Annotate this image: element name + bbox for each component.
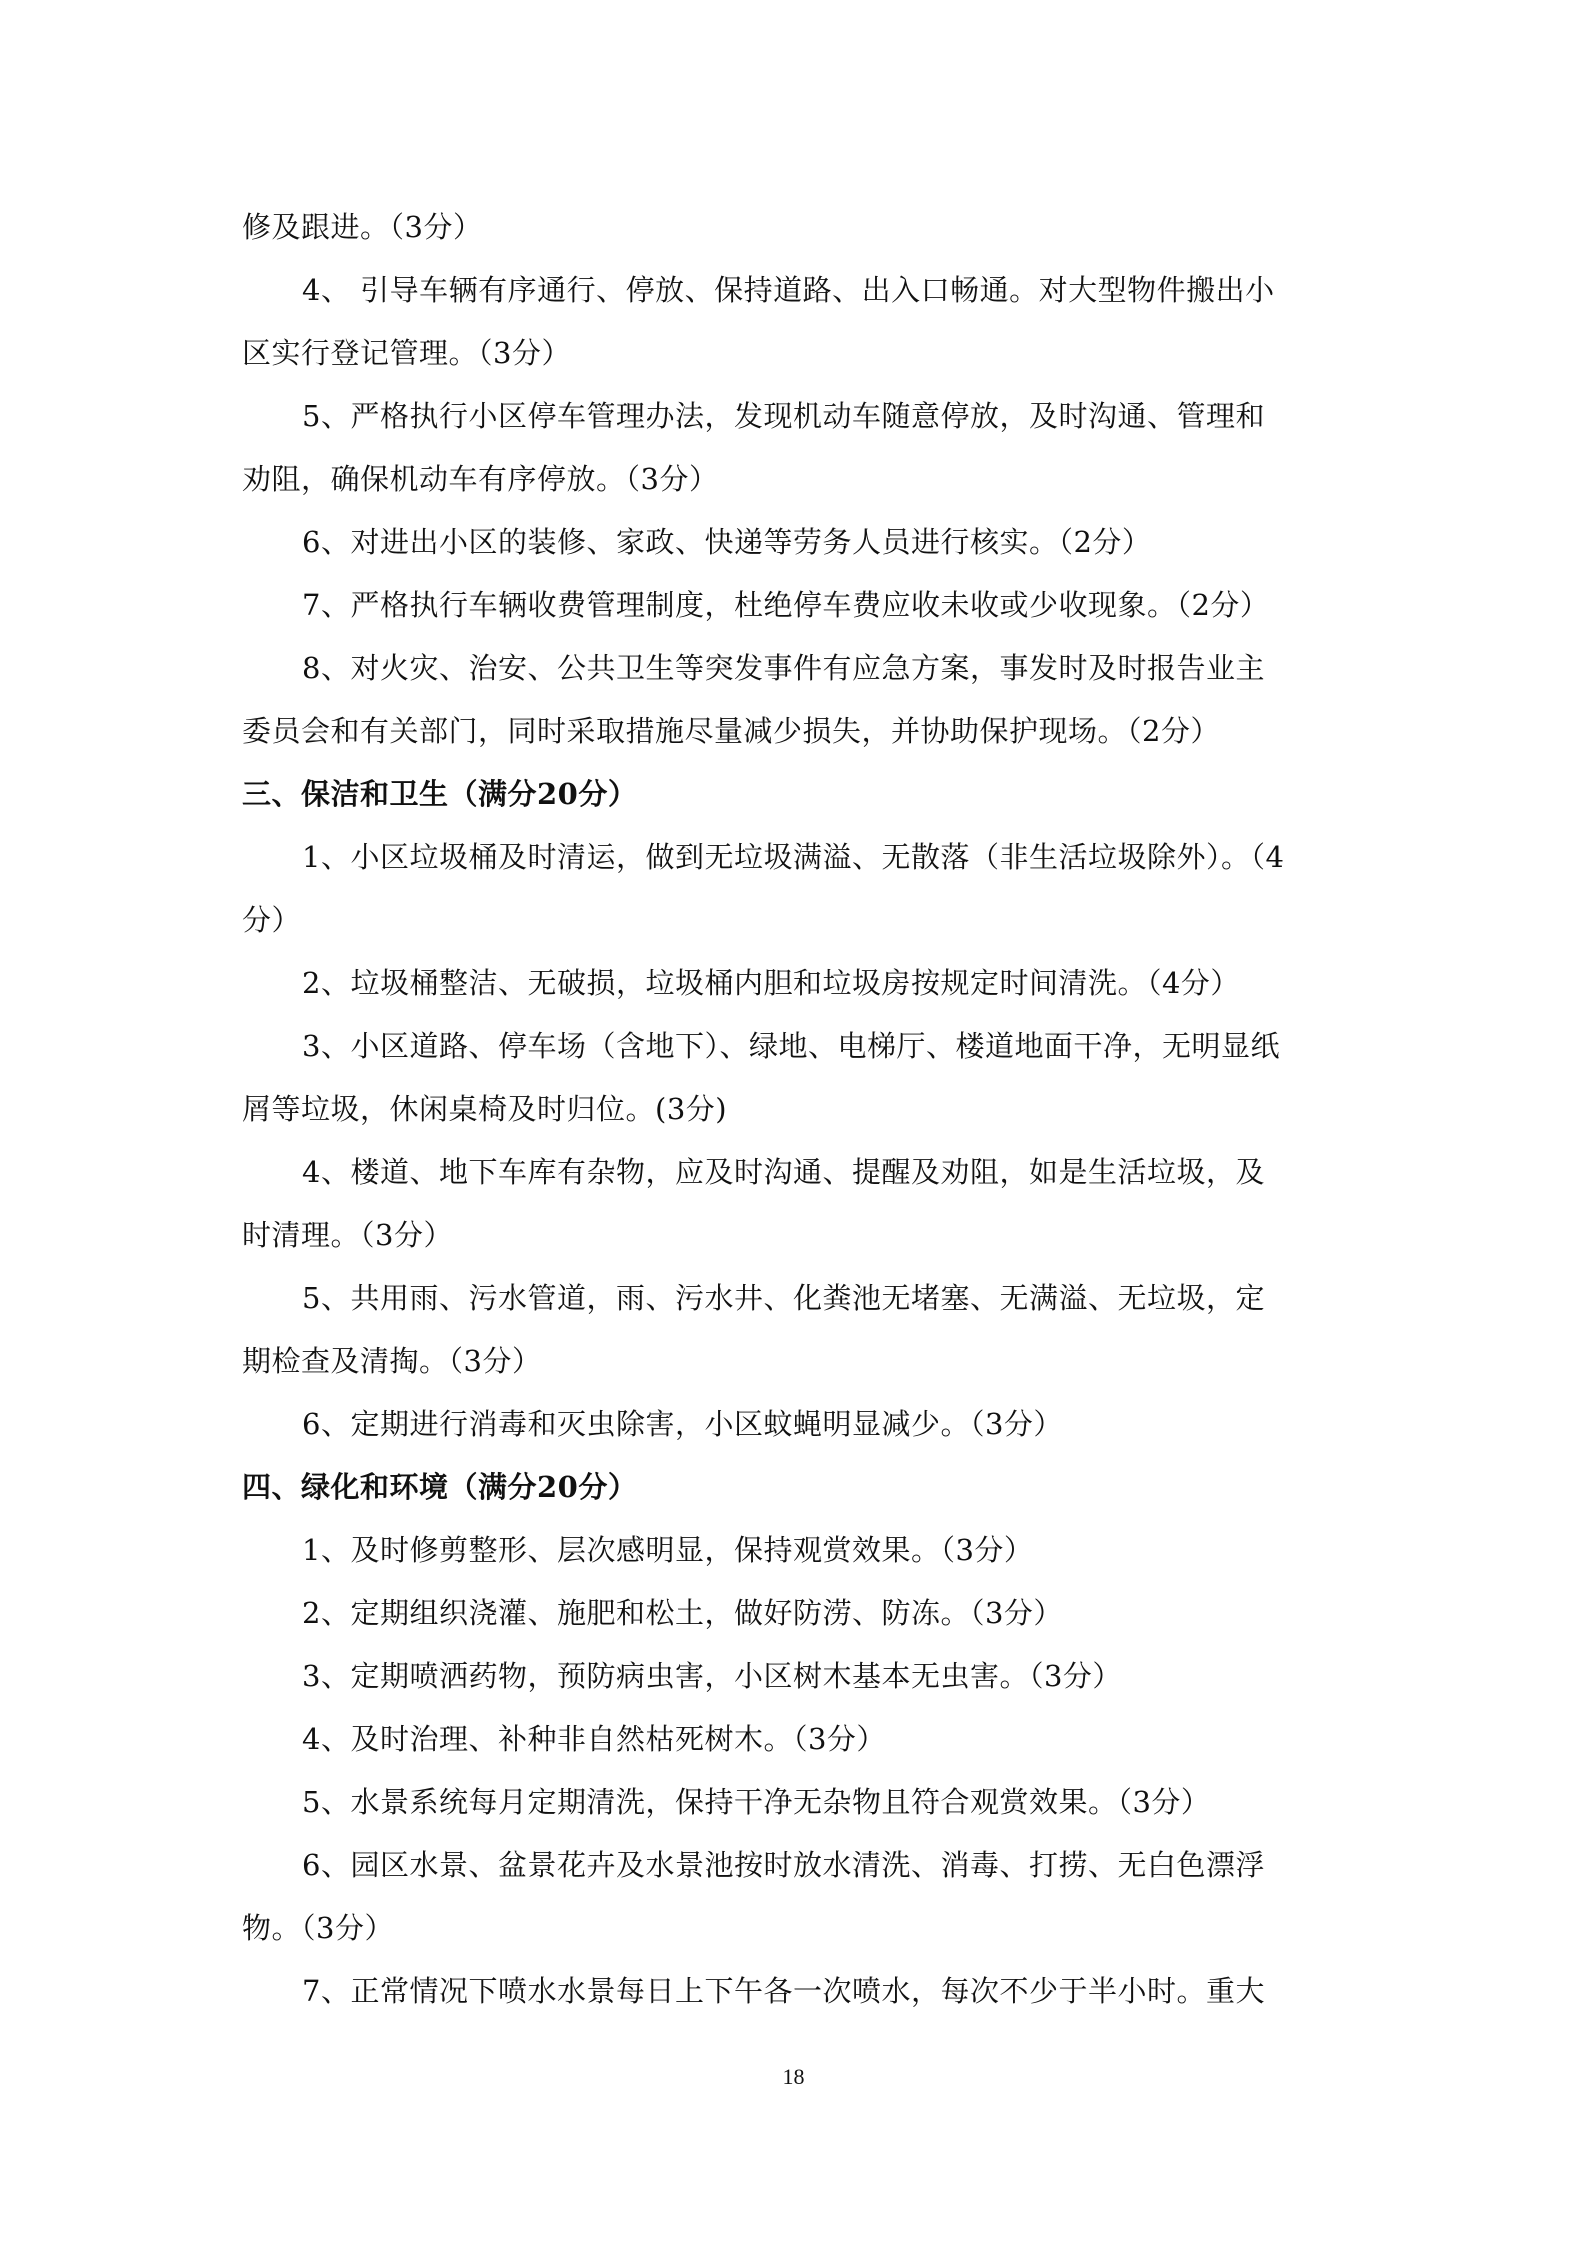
list-item-4: 4、 引导车辆有序通行、停放、保持道路、出入口畅通。对大型物件搬出小: [302, 273, 1275, 307]
section-heading-greening: 四、绿化和环境（满分20分）: [242, 1470, 638, 1504]
text-line: 分）: [242, 903, 302, 937]
list-item-6: 6、园区水景、盆景花卉及水景池按时放水清洗、消毒、打捞、无白色漂浮: [302, 1848, 1265, 1882]
list-item-3: 3、定期喷洒药物，预防病虫害，小区树木基本无虫害。（3分）: [302, 1659, 1122, 1693]
text-line: 物。（3分）: [242, 1911, 394, 1945]
list-item-6: 6、对进出小区的装修、家政、快递等劳务人员进行核实。（2分）: [302, 525, 1152, 559]
list-item-5: 5、水景系统每月定期清洗，保持干净无杂物且符合观赏效果。（3分）: [302, 1785, 1211, 1819]
list-item-2: 2、垃圾桶整洁、无破损，垃圾桶内胆和垃圾房按规定时间清洗。（4分）: [302, 966, 1240, 1000]
list-item-7: 7、严格执行车辆收费管理制度，杜绝停车费应收未收或少收现象。（2分）: [302, 588, 1270, 622]
document-body: [242, 196, 1355, 2023]
list-item-3: 3、小区道路、停车场（含地下）、绿地、电梯厅、楼道地面干净，无明显纸: [302, 1029, 1280, 1063]
list-item-5: 5、共用雨、污水管道，雨、污水井、化粪池无堵塞、无满溢、无垃圾，定: [302, 1281, 1265, 1315]
list-item-4: 4、楼道、地下车库有杂物，应及时沟通、提醒及劝阻，如是生活垃圾，及: [302, 1155, 1265, 1189]
list-item-1: 1、小区垃圾桶及时清运，做到无垃圾满溢、无散落（非生活垃圾除外）。（4: [302, 840, 1285, 874]
list-item-1: 1、及时修剪整形、层次感明显，保持观赏效果。（3分）: [302, 1533, 1034, 1567]
list-item-4: 4、及时治理、补种非自然枯死树木。（3分）: [302, 1722, 886, 1756]
page-number: 18: [782, 2064, 805, 2089]
list-item-8: 8、对火灾、治安、公共卫生等突发事件有应急方案，事发时及时报告业主: [302, 651, 1265, 685]
text-line: 期检查及清掏。（3分）: [242, 1344, 542, 1378]
list-item-2: 2、定期组织浇灌、施肥和松土，做好防涝、防冻。（3分）: [302, 1596, 1063, 1630]
section-heading-cleaning: 三、保洁和卫生（满分20分）: [242, 777, 638, 811]
text-line: 劝阻，确保机动车有序停放。（3分）: [242, 462, 719, 496]
list-item-5: 5、严格执行小区停车管理办法，发现机动车随意停放，及时沟通、管理和: [302, 399, 1265, 433]
list-item-7: 7、正常情况下喷水水景每日上下午各一次喷水，每次不少于半小时。重大: [302, 1974, 1265, 2008]
text-line: 委员会和有关部门，同时采取措施尽量减少损失，并协助保护现场。（2分）: [242, 714, 1220, 748]
text-line: 屑等垃圾，休闲桌椅及时归位。(3分): [242, 1092, 728, 1126]
text-line: 修及跟进。（3分）: [242, 210, 483, 244]
list-item-6: 6、定期进行消毒和灭虫除害，小区蚊蝇明显减少。（3分）: [302, 1407, 1063, 1441]
text-line: 时清理。（3分）: [242, 1218, 453, 1252]
text-line: 区实行登记管理。（3分）: [242, 336, 571, 370]
